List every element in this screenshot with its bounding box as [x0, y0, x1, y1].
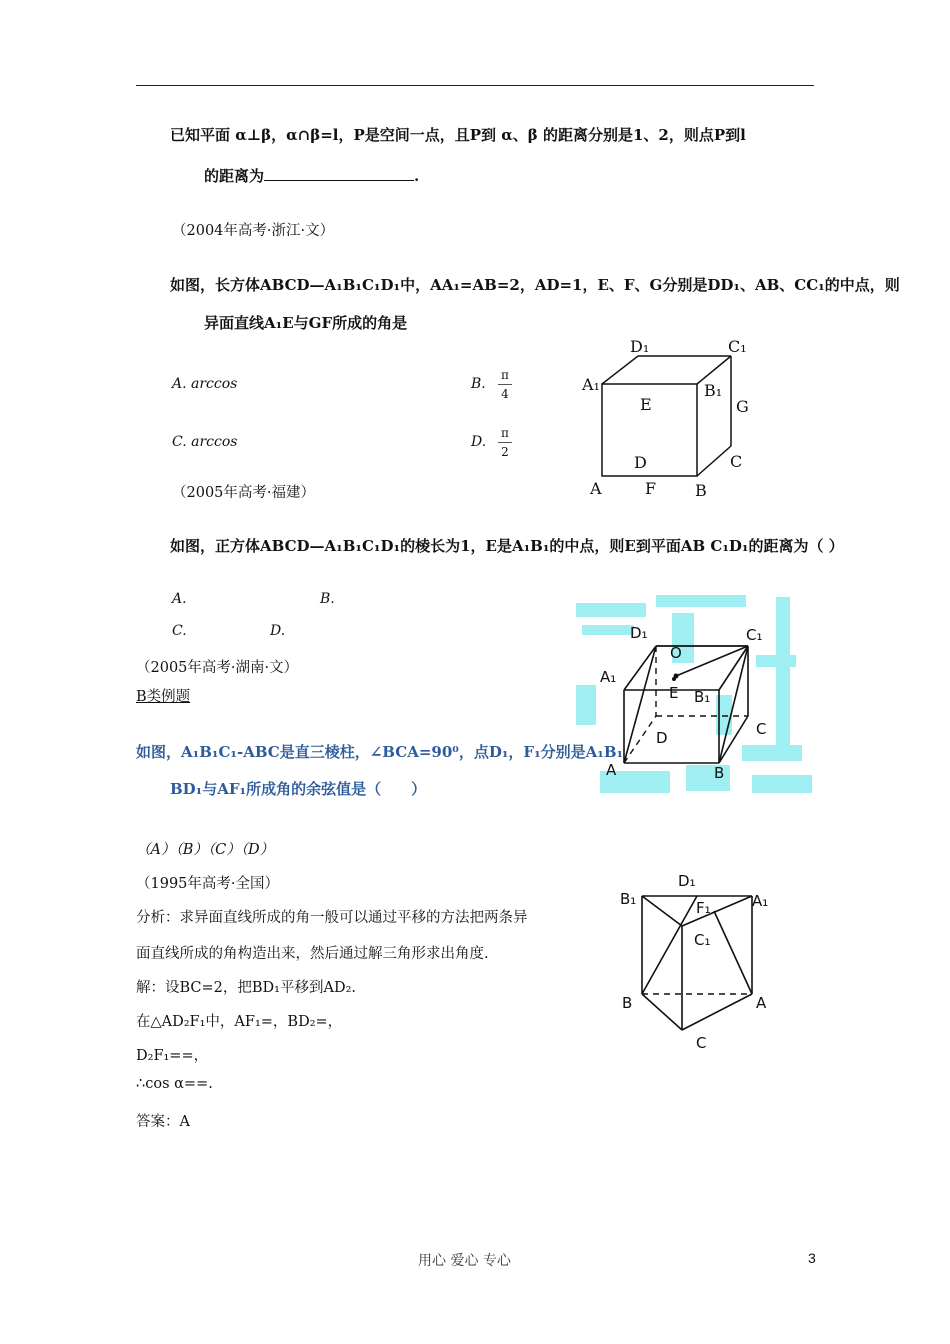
solution-line2: 在△AD₂F₁中，AF₁=，BD₂=，	[136, 1014, 343, 1030]
prism-figure	[612, 866, 792, 1056]
section-b-title: B类例题	[136, 689, 191, 705]
watermark-block	[576, 685, 596, 725]
label-C: C	[756, 720, 767, 738]
label-F: F	[645, 479, 657, 498]
analysis-line1: 分析：求异面直线所成的角一般可以通过平移的方法把两条异	[136, 910, 528, 926]
fraction-numerator: π	[501, 426, 509, 440]
label-B: B	[714, 764, 725, 782]
edge	[719, 716, 748, 763]
edge	[682, 994, 752, 1030]
label-A1: A₁	[582, 375, 600, 394]
edge	[697, 446, 731, 476]
q1-line2-prefix: 的距离为	[204, 167, 265, 185]
q3-line1: 如图，正方体ABCD—A₁B₁C₁D₁的棱长为1，E是A₁B₁的中点，则E到平面AB C₁D₁的距离为（ ）	[170, 537, 844, 555]
label-B1: B₁	[694, 688, 711, 706]
label-A: A	[590, 479, 602, 498]
q2-option-b-fraction	[498, 368, 512, 401]
cuboid-figure	[578, 334, 758, 504]
q1-line2-suffix: .	[414, 167, 420, 185]
label-D1: D₁	[630, 337, 650, 356]
label-C: C	[696, 1034, 707, 1052]
fraction-numerator: π	[501, 368, 509, 382]
q3-option-a: A.	[172, 591, 187, 607]
q1-line1: 已知平面 α⊥β，α∩β=l，P是空间一点，且P到 α、β 的距离分别是1、2，则点P到l	[170, 126, 746, 144]
fraction-denominator: 4	[501, 387, 509, 401]
q3-option-b: B.	[320, 591, 335, 607]
edge	[602, 356, 638, 384]
label-E: E	[640, 395, 652, 414]
q2-line2: 异面直线A₁E与GF所成的角是	[204, 314, 408, 332]
cube-figure	[596, 618, 786, 783]
label-D1: D₁	[678, 872, 696, 890]
segment-AF1	[714, 911, 752, 994]
label-B: B	[695, 481, 707, 500]
label-D1: D₁	[630, 624, 648, 642]
answer-blank	[264, 166, 414, 181]
edge	[642, 896, 682, 926]
fraction-bar	[498, 384, 512, 385]
q1-line2	[204, 165, 419, 186]
diagonal	[719, 646, 748, 763]
label-A1: A₁	[752, 892, 769, 910]
label-G: G	[736, 397, 749, 416]
q2-source: （2005年高考·福建）	[172, 485, 316, 501]
label-B1: B₁	[620, 890, 637, 908]
label-B1: B₁	[704, 381, 723, 400]
q3-option-d: D.	[270, 623, 286, 639]
edge	[682, 896, 752, 926]
point-E	[672, 677, 676, 681]
section-b-source: （1995年高考·全国）	[136, 876, 280, 892]
section-b-line1: 如图，A₁B₁C₁-ABC是直三棱柱，∠BCA=90⁰，点D₁，F₁分别是A₁B₁	[136, 743, 624, 761]
label-D: D	[634, 453, 647, 472]
section-b-line2: BD₁与AF₁所成角的余弦值是（ ）	[170, 780, 427, 798]
label-A: A	[606, 761, 617, 779]
fraction-bar	[498, 442, 512, 443]
q2-option-b: B.	[471, 376, 486, 392]
q1-source: （2004年高考·浙江·文）	[172, 223, 335, 239]
label-A1: A₁	[600, 668, 617, 686]
analysis-line2: 面直线所成的角构造出来，然后通过解三角形求出角度.	[136, 946, 489, 962]
label-C1: C₁	[728, 337, 747, 356]
hidden-edge	[624, 716, 656, 763]
header-rule	[136, 85, 814, 86]
label-C: C	[730, 452, 743, 471]
watermark-block	[656, 595, 746, 607]
label-D: D	[656, 729, 668, 747]
segment-BD1	[642, 896, 697, 994]
section-b-options: （A）（B）（C）（D）	[136, 842, 275, 858]
label-C1: C₁	[694, 931, 711, 949]
answer-line: 答案：A	[136, 1114, 190, 1130]
footer-center: 用心 爱心 专心	[418, 1253, 511, 1269]
label-F1: F₁	[696, 899, 711, 917]
edge	[624, 646, 656, 690]
label-A: A	[756, 994, 767, 1012]
q2-option-d: D.	[471, 434, 487, 450]
q2-option-a: A. arccos	[172, 376, 238, 392]
solution-line1: 解：设BC=2，把BD₁平移到AD₂.	[136, 980, 357, 996]
label-O: O	[670, 644, 682, 662]
q2-option-d-fraction	[498, 426, 512, 459]
fraction-denominator: 2	[501, 445, 509, 459]
q2-line1: 如图，长方体ABCD—A₁B₁C₁D₁中，AA₁=AB=2，AD=1，E、F、G分别是DD₁、AB、CC₁的中点，则	[170, 276, 900, 294]
q3-source: （2005年高考·湖南·文）	[136, 660, 299, 676]
page-number: 3	[808, 1250, 816, 1266]
q3-option-c: C.	[172, 623, 187, 639]
solution-line3: D₂F₁==，	[136, 1048, 209, 1064]
edge	[642, 994, 682, 1030]
diagonal	[624, 646, 656, 763]
edge	[697, 356, 731, 384]
watermark-block	[576, 603, 646, 617]
label-C1: C₁	[746, 626, 763, 644]
label-E: E	[669, 684, 679, 702]
label-B: B	[622, 994, 633, 1012]
solution-line4: ∴cos α==.	[136, 1076, 213, 1092]
q2-option-c: C. arccos	[172, 434, 238, 450]
